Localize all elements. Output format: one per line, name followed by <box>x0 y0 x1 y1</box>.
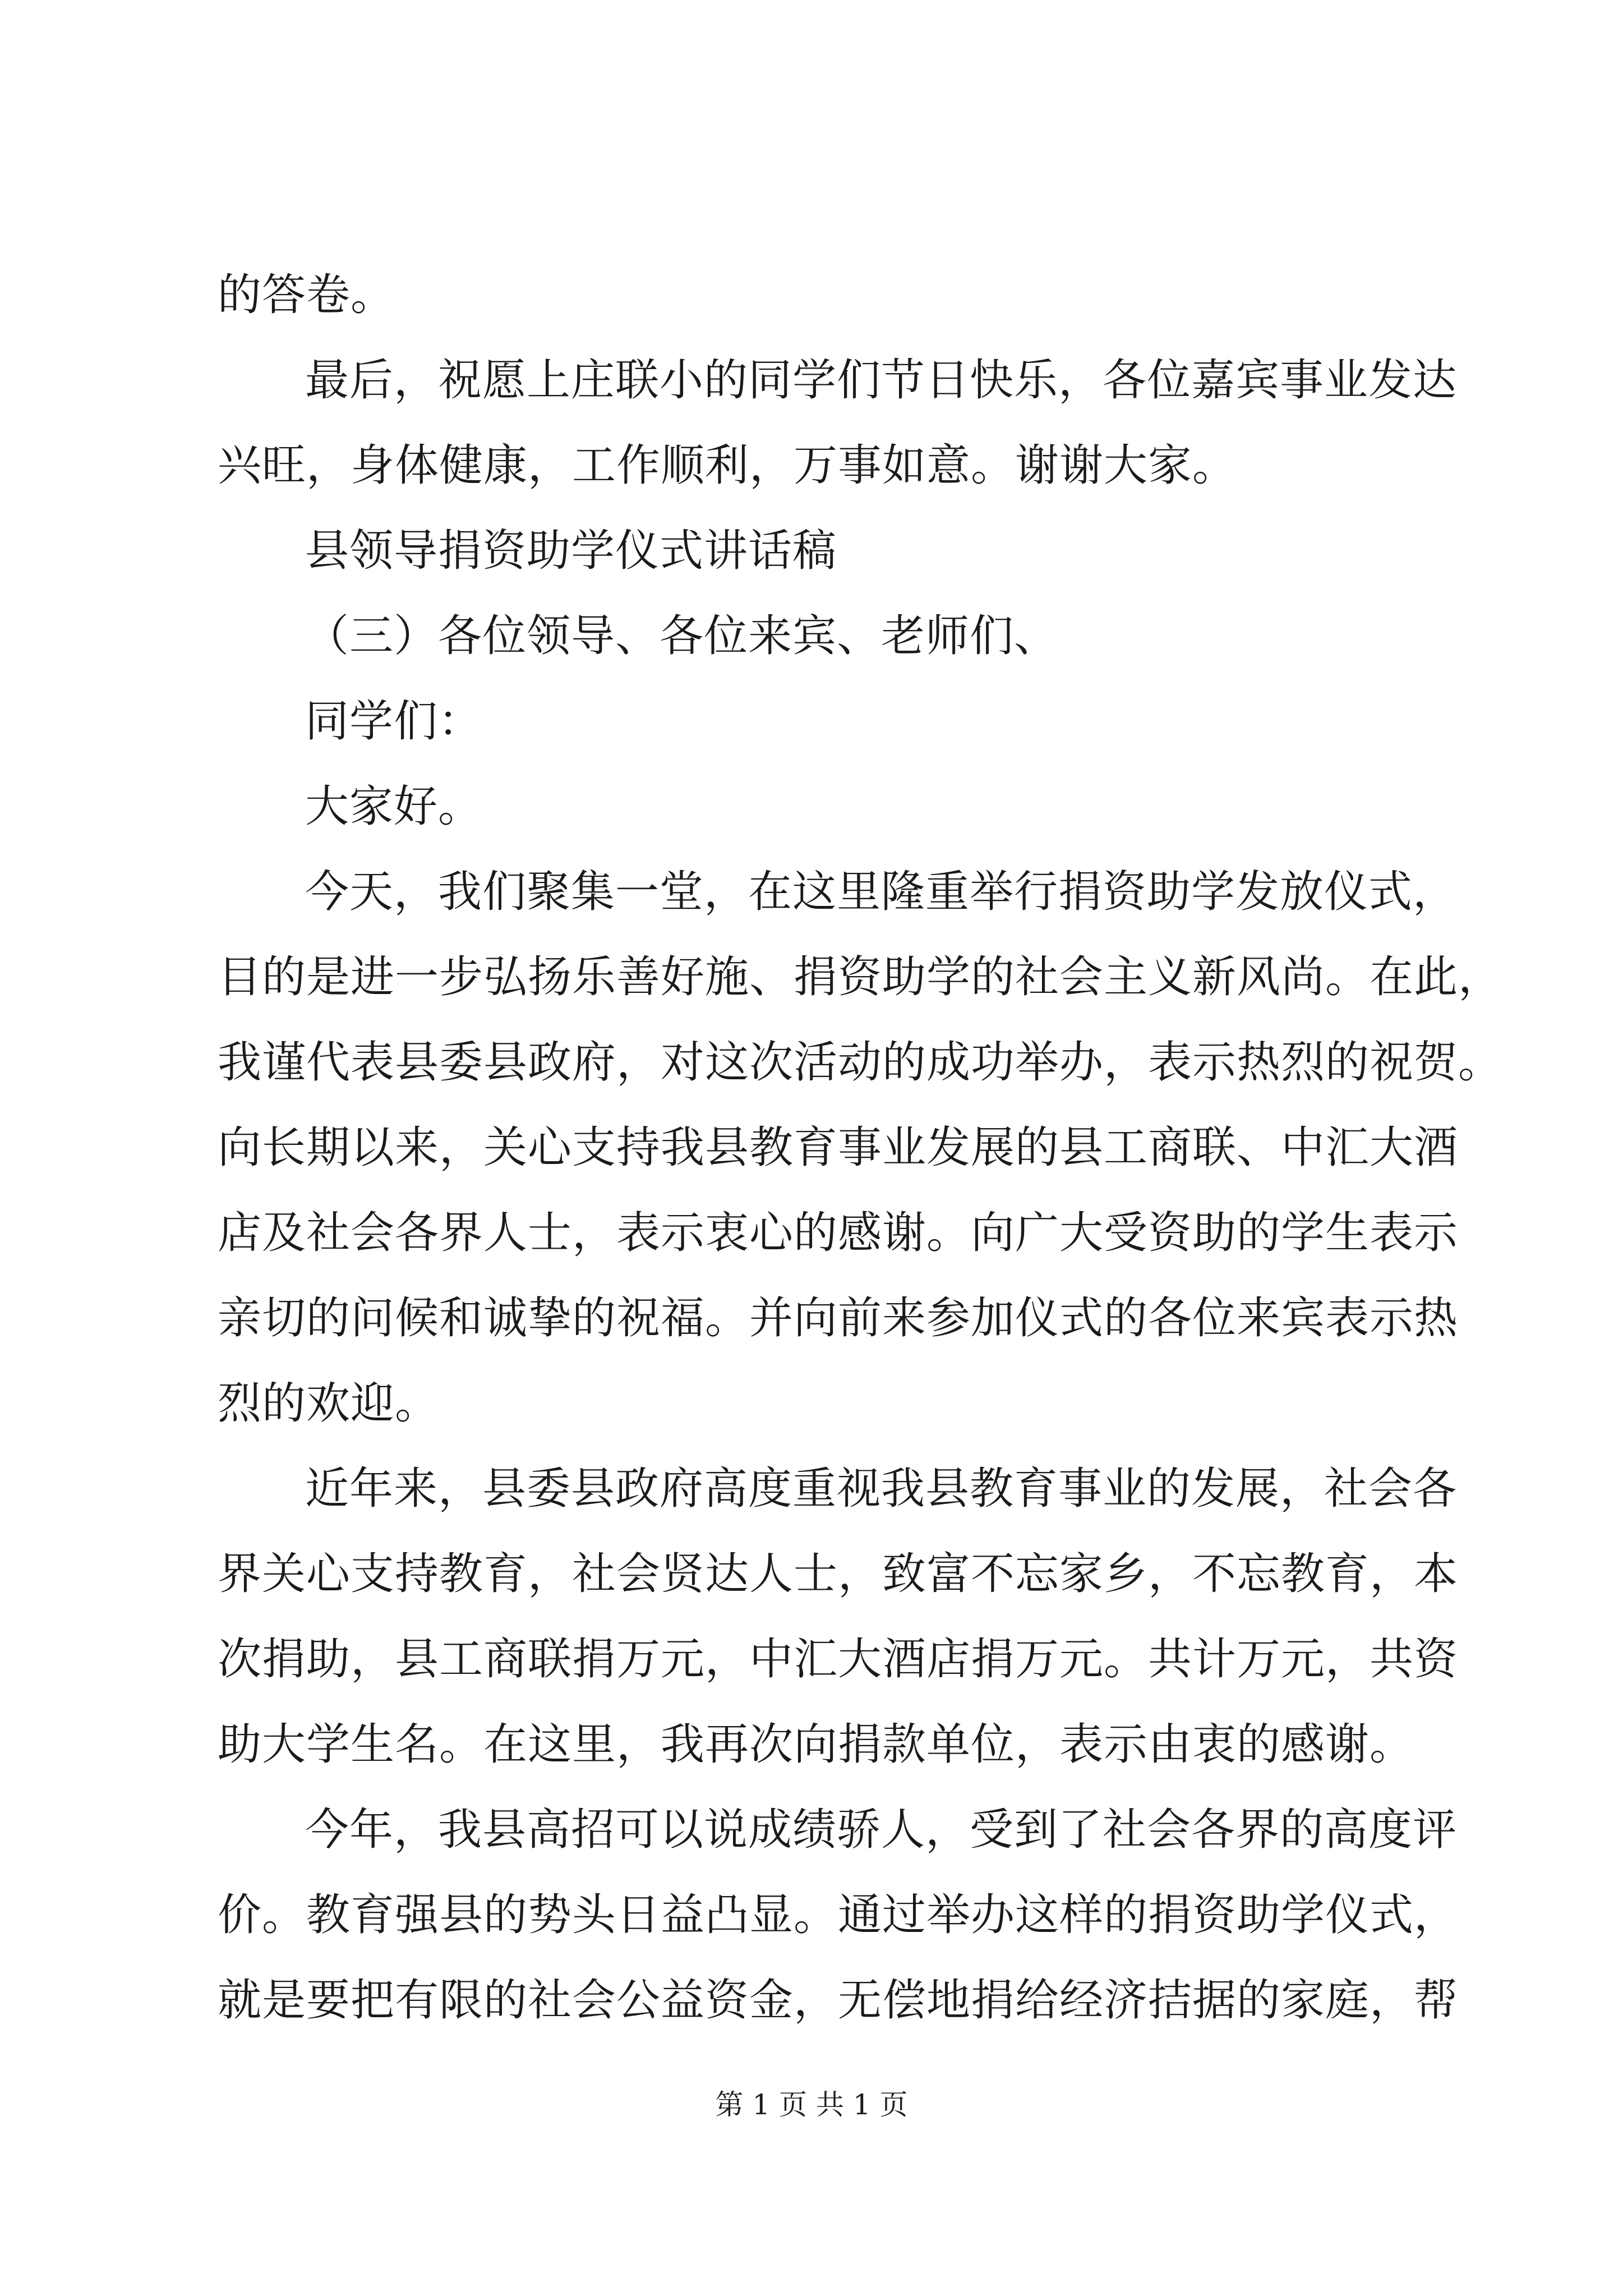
body-line: （三）各位领导、各位来宾、老师们、 <box>305 611 1059 661</box>
body-line: 向长期以来，关心支持我县教育事业发展的县工商联、中汇大酒 <box>218 1122 1459 1173</box>
body-line: 烈的欢迎。 <box>218 1378 440 1429</box>
body-line: 大家好。 <box>305 781 483 832</box>
body-line: 助大学生名。在这里，我再次向捐款单位，表示由衷的感谢。 <box>218 1719 1414 1770</box>
body-line: 今天，我们聚集一堂，在这里隆重举行捐资助学发放仪式， <box>305 867 1458 917</box>
body-line: 的答卷。 <box>218 270 395 320</box>
body-line: 今年，我县高招可以说成绩骄人，受到了社会各界的高度评 <box>305 1805 1458 1855</box>
page-footer <box>0 2082 1623 2127</box>
body-line: 最后，祝愿上庄联小的同学们节日快乐，各位嘉宾事业发达 <box>305 355 1458 406</box>
body-line: 界关心支持教育，社会贤达人士，致富不忘家乡，不忘教育，本 <box>218 1549 1459 1599</box>
body-line: 次捐助，县工商联捐万元，中汇大酒店捐万元。共计万元，共资 <box>218 1634 1459 1685</box>
body-line: 近年来，县委县政府高度重视我县教育事业的发展，社会各 <box>305 1464 1458 1514</box>
body-line: 同学们： <box>305 696 483 747</box>
section-title: 县领导捐资助学仪式讲话稿 <box>305 526 837 576</box>
document-body <box>218 252 1503 2043</box>
body-line: 亲切的问候和诚挚的祝福。并向前来参加仪式的各位来宾表示热 <box>218 1293 1459 1343</box>
page-number: 第 1 页 共 1 页 <box>715 2088 908 2121</box>
body-line: 价。教育强县的势头日益凸显。通过举办这样的捐资助学仪式， <box>218 1890 1459 1940</box>
body-line: 就是要把有限的社会公益资金，无偿地捐给经济拮据的家庭，帮 <box>218 1975 1459 2026</box>
body-line: 目的是进一步弘扬乐善好施、捐资助学的社会主义新风尚。在此， <box>218 952 1503 1002</box>
body-line: 店及社会各界人士，表示衷心的感谢。向广大受资助的学生表示 <box>218 1208 1459 1258</box>
body-line: 我谨代表县委县政府，对这次活动的成功举办，表示热烈的祝贺。 <box>218 1037 1503 1088</box>
body-line: 兴旺，身体健康，工作顺利，万事如意。谢谢大家。 <box>218 440 1237 491</box>
